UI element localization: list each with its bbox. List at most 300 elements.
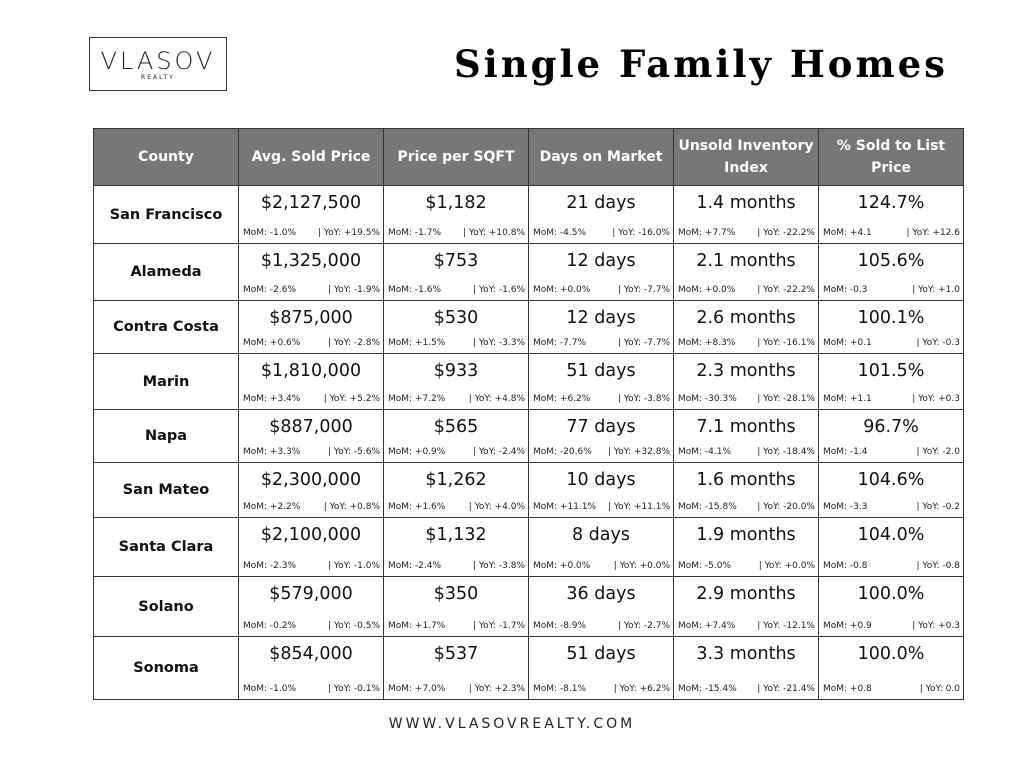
yoy-change: | YoY: +0.3 xyxy=(912,394,960,404)
mom-change: MoM: -5.0% xyxy=(678,561,732,571)
mom-change: MoM: -4.5% xyxy=(533,228,587,238)
metric-change-line xyxy=(384,446,528,462)
metric-cell-content xyxy=(674,463,818,517)
metric-value: $1,262 xyxy=(425,470,487,490)
logo-name: VLASOV xyxy=(100,47,216,75)
metric-change-line xyxy=(529,560,673,576)
metric-change-line xyxy=(239,227,383,243)
yoy-change: | YoY: +19.5% xyxy=(317,228,380,238)
mom-change: MoM: -0.8 xyxy=(823,561,868,571)
metric-cell-avg-sold-price xyxy=(239,577,384,637)
yoy-change: | YoY: -20.0% xyxy=(757,502,815,512)
metric-cell-unsold-inventory xyxy=(674,410,819,463)
county-name: Contra Costa xyxy=(94,301,239,354)
metric-value: 77 days xyxy=(566,417,636,437)
mom-change: MoM: +3.4% xyxy=(243,394,301,404)
metric-cell-price-per-sqft xyxy=(384,637,529,700)
mom-change: MoM: -8.9% xyxy=(533,621,587,631)
metric-value: 2.1 months xyxy=(696,251,796,271)
mom-change: MoM: +7.7% xyxy=(678,228,736,238)
logo xyxy=(89,37,227,91)
metric-change-line xyxy=(674,683,818,699)
metric-cell-content xyxy=(239,186,383,243)
metric-value: 104.0% xyxy=(857,525,925,545)
metric-cell-unsold-inventory xyxy=(674,637,819,700)
metric-cell-days-on-market xyxy=(529,244,674,301)
metric-cell-unsold-inventory xyxy=(674,518,819,577)
metric-cell-content xyxy=(819,410,963,462)
metric-cell-content xyxy=(674,518,818,576)
logo-subtitle: REALTY xyxy=(141,74,175,81)
metric-cell-content xyxy=(529,186,673,243)
metric-change-line xyxy=(819,620,963,636)
mom-change: MoM: +0.0% xyxy=(533,561,591,571)
yoy-change: | YoY: -7.7% xyxy=(617,285,670,295)
metric-value: $933 xyxy=(433,361,479,381)
metric-value: $350 xyxy=(433,584,479,604)
page-title: Single Family Homes xyxy=(453,42,948,86)
yoy-change: | YoY: -5.6% xyxy=(327,447,380,457)
table-body xyxy=(94,186,964,700)
yoy-change: | YoY: -1.0% xyxy=(327,561,380,571)
table-row xyxy=(94,186,964,244)
yoy-change: | YoY: +32.8% xyxy=(607,447,670,457)
county-name: San Francisco xyxy=(94,186,239,244)
metric-cell-price-per-sqft xyxy=(384,244,529,301)
metric-cell-price-per-sqft xyxy=(384,518,529,577)
header-days-on-market: Days on Market xyxy=(529,129,674,186)
metric-value: 3.3 months xyxy=(696,644,796,664)
metric-change-line xyxy=(529,501,673,517)
mom-change: MoM: +0.9% xyxy=(388,447,446,457)
metric-value: $1,132 xyxy=(425,525,487,545)
table-row xyxy=(94,301,964,354)
metric-value: 1.6 months xyxy=(696,470,796,490)
table-row xyxy=(94,518,964,577)
yoy-change: | YoY: -16.0% xyxy=(612,228,670,238)
metric-cell-unsold-inventory xyxy=(674,301,819,354)
metric-change-line xyxy=(239,683,383,699)
mom-change: MoM: +1.1 xyxy=(823,394,872,404)
metric-cell-content xyxy=(529,354,673,409)
metric-cell-content xyxy=(674,577,818,636)
mom-change: MoM: +0.0% xyxy=(678,285,736,295)
website-url: WWW.VLASOVREALTY.COM xyxy=(388,716,636,732)
yoy-change: | YoY: +4.0% xyxy=(468,502,525,512)
mom-change: MoM: +0.0% xyxy=(533,285,591,295)
metric-change-line xyxy=(674,501,818,517)
metric-change-line xyxy=(819,501,963,517)
metric-cell-content xyxy=(819,244,963,300)
metric-change-line xyxy=(239,284,383,300)
metric-cell-pct-sold-to-list xyxy=(819,518,964,577)
metric-cell-content xyxy=(674,410,818,462)
metric-cell-content xyxy=(819,637,963,699)
yoy-change: | YoY: +0.0% xyxy=(758,561,815,571)
metric-cell-content xyxy=(239,518,383,576)
yoy-change: | YoY: -2.8% xyxy=(327,338,380,348)
metric-change-line xyxy=(384,337,528,353)
metric-cell-content xyxy=(674,354,818,409)
yoy-change: | YoY: -0.1% xyxy=(327,684,380,694)
metric-cell-content xyxy=(384,410,528,462)
yoy-change: | YoY: +5.2% xyxy=(323,394,380,404)
metric-change-line xyxy=(384,620,528,636)
metric-value: $875,000 xyxy=(269,308,353,328)
mom-change: MoM: -2.6% xyxy=(243,285,297,295)
metric-cell-days-on-market xyxy=(529,577,674,637)
metric-change-line xyxy=(529,683,673,699)
metric-value: 2.9 months xyxy=(696,584,796,604)
metric-cell-content xyxy=(384,637,528,699)
metric-cell-content xyxy=(529,577,673,636)
metric-cell-content xyxy=(239,354,383,409)
yoy-change: | YoY: -28.1% xyxy=(757,394,815,404)
yoy-change: | YoY: -12.1% xyxy=(757,621,815,631)
metric-cell-unsold-inventory xyxy=(674,354,819,410)
mom-change: MoM: -15.4% xyxy=(678,684,737,694)
metric-cell-content xyxy=(384,244,528,300)
metric-cell-pct-sold-to-list xyxy=(819,186,964,244)
yoy-change: | YoY: -7.7% xyxy=(617,338,670,348)
metric-change-line xyxy=(674,227,818,243)
metric-change-line xyxy=(384,683,528,699)
header-unsold-inventory-index: Unsold Inventory Index xyxy=(674,129,819,186)
metric-value: $753 xyxy=(433,251,479,271)
metric-cell-content xyxy=(529,637,673,699)
table-row xyxy=(94,354,964,410)
mom-change: MoM: +2.2% xyxy=(243,502,301,512)
metric-cell-content xyxy=(384,463,528,517)
metric-change-line xyxy=(384,227,528,243)
metric-cell-content xyxy=(819,518,963,576)
yoy-change: | YoY: -0.8 xyxy=(916,561,960,571)
metric-value: $854,000 xyxy=(269,644,353,664)
metric-change-line xyxy=(819,337,963,353)
metric-change-line xyxy=(529,620,673,636)
metric-cell-content xyxy=(819,577,963,636)
yoy-change: | YoY: -0.5% xyxy=(327,621,380,631)
metric-cell-avg-sold-price xyxy=(239,301,384,354)
metric-cell-avg-sold-price xyxy=(239,186,384,244)
yoy-change: | YoY: +10.8% xyxy=(462,228,525,238)
mom-change: MoM: -15.8% xyxy=(678,502,737,512)
table-row xyxy=(94,244,964,301)
mom-change: MoM: +0.6% xyxy=(243,338,301,348)
metric-cell-unsold-inventory xyxy=(674,463,819,518)
metric-value: $537 xyxy=(433,644,479,664)
metric-cell-price-per-sqft xyxy=(384,463,529,518)
mom-change: MoM: -1.7% xyxy=(388,228,442,238)
metric-cell-content xyxy=(239,463,383,517)
metric-cell-content xyxy=(529,518,673,576)
metric-value: 36 days xyxy=(566,584,636,604)
yoy-change: | YoY: +6.2% xyxy=(613,684,670,694)
metric-value: $530 xyxy=(433,308,479,328)
metric-value: 105.6% xyxy=(857,251,925,271)
metric-cell-avg-sold-price xyxy=(239,637,384,700)
metric-change-line xyxy=(384,560,528,576)
metric-value: 2.6 months xyxy=(696,308,796,328)
metric-change-line xyxy=(674,620,818,636)
metric-cell-avg-sold-price xyxy=(239,410,384,463)
metric-change-line xyxy=(674,560,818,576)
metric-cell-content xyxy=(384,301,528,353)
metric-cell-avg-sold-price xyxy=(239,463,384,518)
metric-cell-content xyxy=(819,186,963,243)
metric-change-line xyxy=(674,446,818,462)
metric-cell-content xyxy=(529,463,673,517)
metric-change-line xyxy=(819,227,963,243)
metric-change-line xyxy=(384,393,528,409)
metric-value: $887,000 xyxy=(269,417,353,437)
metric-change-line xyxy=(819,683,963,699)
metric-cell-content xyxy=(239,244,383,300)
yoy-change: | YoY: -3.8% xyxy=(472,561,525,571)
metric-cell-content xyxy=(239,637,383,699)
metric-value: 7.1 months xyxy=(696,417,796,437)
table-row xyxy=(94,637,964,700)
yoy-change: | YoY: +4.8% xyxy=(468,394,525,404)
metric-cell-pct-sold-to-list xyxy=(819,577,964,637)
metric-cell-days-on-market xyxy=(529,518,674,577)
yoy-change: | YoY: +0.8% xyxy=(323,502,380,512)
metric-change-line xyxy=(529,337,673,353)
metric-cell-avg-sold-price xyxy=(239,518,384,577)
county-name: Alameda xyxy=(94,244,239,301)
metric-change-line xyxy=(819,284,963,300)
metric-value: 1.9 months xyxy=(696,525,796,545)
metric-change-line xyxy=(239,337,383,353)
metric-cell-content xyxy=(239,577,383,636)
metric-change-line xyxy=(674,337,818,353)
metric-cell-content xyxy=(674,637,818,699)
metric-value: 124.7% xyxy=(857,193,925,213)
metric-change-line xyxy=(674,284,818,300)
header-county: County xyxy=(94,129,239,186)
mom-change: MoM: -1.0% xyxy=(243,684,297,694)
yoy-change: | YoY: +11.1% xyxy=(607,502,670,512)
metric-value: 10 days xyxy=(566,470,636,490)
mom-change: MoM: -1.6% xyxy=(388,285,442,295)
yoy-change: | YoY: -3.3% xyxy=(472,338,525,348)
metric-cell-content xyxy=(674,186,818,243)
metric-value: 100.1% xyxy=(857,308,925,328)
metric-value: 2.3 months xyxy=(696,361,796,381)
county-name: Napa xyxy=(94,410,239,463)
metric-change-line xyxy=(529,227,673,243)
mom-change: MoM: +7.0% xyxy=(388,684,446,694)
yoy-change: | YoY: -22.2% xyxy=(757,228,815,238)
mom-change: MoM: +3.3% xyxy=(243,447,301,457)
yoy-change: | YoY: -18.4% xyxy=(757,447,815,457)
metric-value: 51 days xyxy=(566,644,636,664)
metric-value: $579,000 xyxy=(269,584,353,604)
mom-change: MoM: -4.1% xyxy=(678,447,732,457)
mom-change: MoM: -2.4% xyxy=(388,561,442,571)
metric-cell-content xyxy=(819,301,963,353)
yoy-change: | YoY: +0.0% xyxy=(613,561,670,571)
mom-change: MoM: +1.6% xyxy=(388,502,446,512)
header-pct-sold-to-list: % Sold to List Price xyxy=(819,129,964,186)
yoy-change: | YoY: -3.8% xyxy=(617,394,670,404)
yoy-change: | YoY: -2.7% xyxy=(617,621,670,631)
metric-cell-pct-sold-to-list xyxy=(819,301,964,354)
metric-cell-days-on-market xyxy=(529,463,674,518)
yoy-change: | YoY: -2.4% xyxy=(472,447,525,457)
yoy-change: | YoY: -0.2 xyxy=(916,502,960,512)
header-price-per-sqft: Price per SQFT xyxy=(384,129,529,186)
mom-change: MoM: -1.0% xyxy=(243,228,297,238)
county-name: Santa Clara xyxy=(94,518,239,577)
mom-change: MoM: -1.4 xyxy=(823,447,868,457)
yoy-change: | YoY: +2.3% xyxy=(468,684,525,694)
yoy-change: | YoY: +1.0 xyxy=(912,285,960,295)
metric-cell-unsold-inventory xyxy=(674,577,819,637)
metric-change-line xyxy=(529,393,673,409)
table-header-row xyxy=(94,129,964,186)
yoy-change: | YoY: -1.7% xyxy=(472,621,525,631)
metric-cell-content xyxy=(384,518,528,576)
metric-value: 12 days xyxy=(566,308,636,328)
yoy-change: | YoY: -22.2% xyxy=(757,285,815,295)
mom-change: MoM: -7.7% xyxy=(533,338,587,348)
metric-cell-pct-sold-to-list xyxy=(819,410,964,463)
metric-change-line xyxy=(529,284,673,300)
metric-cell-content xyxy=(239,301,383,353)
metric-value: $1,182 xyxy=(425,193,487,213)
mom-change: MoM: +7.4% xyxy=(678,621,736,631)
metric-cell-pct-sold-to-list xyxy=(819,463,964,518)
metric-change-line xyxy=(529,446,673,462)
metric-cell-price-per-sqft xyxy=(384,301,529,354)
metric-cell-price-per-sqft xyxy=(384,186,529,244)
metric-value: 96.7% xyxy=(863,417,919,437)
table-row xyxy=(94,463,964,518)
metric-cell-days-on-market xyxy=(529,410,674,463)
metric-cell-unsold-inventory xyxy=(674,244,819,301)
metric-value: 100.0% xyxy=(857,584,925,604)
metric-change-line xyxy=(819,446,963,462)
mom-change: MoM: -20.6% xyxy=(533,447,592,457)
metric-cell-content xyxy=(239,410,383,462)
metric-cell-content xyxy=(384,577,528,636)
yoy-change: | YoY: -2.0 xyxy=(916,447,960,457)
metric-cell-content xyxy=(384,354,528,409)
metric-cell-content xyxy=(819,463,963,517)
yoy-change: | YoY: -1.6% xyxy=(472,285,525,295)
metric-value: $1,325,000 xyxy=(260,251,362,271)
metric-change-line xyxy=(384,501,528,517)
metric-cell-avg-sold-price xyxy=(239,354,384,410)
metric-cell-days-on-market xyxy=(529,637,674,700)
metric-value: $2,127,500 xyxy=(260,193,362,213)
metric-value: 12 days xyxy=(566,251,636,271)
metric-cell-pct-sold-to-list xyxy=(819,354,964,410)
metric-value: 8 days xyxy=(571,525,630,545)
market-stats-table xyxy=(93,128,964,700)
metric-value: 1.4 months xyxy=(696,193,796,213)
table-row xyxy=(94,577,964,637)
metric-cell-content xyxy=(819,354,963,409)
metric-cell-unsold-inventory xyxy=(674,186,819,244)
metric-cell-pct-sold-to-list xyxy=(819,244,964,301)
metric-value: $2,300,000 xyxy=(260,470,362,490)
yoy-change: | YoY: -0.3 xyxy=(916,338,960,348)
table-row xyxy=(94,410,964,463)
mom-change: MoM: +6.2% xyxy=(533,394,591,404)
mom-change: MoM: +0.1 xyxy=(823,338,872,348)
metric-cell-content xyxy=(529,244,673,300)
yoy-change: | YoY: 0.0 xyxy=(919,684,960,694)
mom-change: MoM: -8.1% xyxy=(533,684,587,694)
metric-change-line xyxy=(239,501,383,517)
metric-value: 100.0% xyxy=(857,644,925,664)
metric-cell-content xyxy=(674,301,818,353)
metric-cell-content xyxy=(529,301,673,353)
metric-value: $2,100,000 xyxy=(260,525,362,545)
metric-cell-content xyxy=(384,186,528,243)
metric-value: 101.5% xyxy=(857,361,925,381)
metric-change-line xyxy=(674,393,818,409)
mom-change: MoM: +0.8 xyxy=(823,684,872,694)
metric-change-line xyxy=(239,446,383,462)
metric-value: $565 xyxy=(433,417,479,437)
county-name: San Mateo xyxy=(94,463,239,518)
metric-cell-price-per-sqft xyxy=(384,410,529,463)
mom-change: MoM: +11.1% xyxy=(533,502,597,512)
yoy-change: | YoY: -21.4% xyxy=(757,684,815,694)
mom-change: MoM: -2.3% xyxy=(243,561,297,571)
metric-value: $1,810,000 xyxy=(260,361,362,381)
metric-cell-content xyxy=(529,410,673,462)
metric-cell-content xyxy=(674,244,818,300)
metric-change-line xyxy=(384,284,528,300)
metric-cell-avg-sold-price xyxy=(239,244,384,301)
metric-value: 21 days xyxy=(566,193,636,213)
metric-change-line xyxy=(819,560,963,576)
county-name: Sonoma xyxy=(94,637,239,700)
metric-cell-days-on-market xyxy=(529,354,674,410)
yoy-change: | YoY: +0.3 xyxy=(912,621,960,631)
mom-change: MoM: +1.5% xyxy=(388,338,446,348)
mom-change: MoM: +8.3% xyxy=(678,338,736,348)
metric-change-line xyxy=(239,393,383,409)
metric-cell-days-on-market xyxy=(529,186,674,244)
mom-change: MoM: -3.3 xyxy=(823,502,868,512)
mom-change: MoM: +4.1 xyxy=(823,228,872,238)
metric-value: 51 days xyxy=(566,361,636,381)
metric-cell-price-per-sqft xyxy=(384,577,529,637)
mom-change: MoM: +1.7% xyxy=(388,621,446,631)
header-avg-sold-price: Avg. Sold Price xyxy=(239,129,384,186)
mom-change: MoM: +7.2% xyxy=(388,394,446,404)
metric-change-line xyxy=(819,393,963,409)
mom-change: MoM: +0.9 xyxy=(823,621,872,631)
mom-change: MoM: -30.3% xyxy=(678,394,737,404)
mom-change: MoM: -0.3 xyxy=(823,285,868,295)
metric-change-line xyxy=(239,620,383,636)
metric-value: 104.6% xyxy=(857,470,925,490)
yoy-change: | YoY: -1.9% xyxy=(327,285,380,295)
metric-change-line xyxy=(239,560,383,576)
metric-cell-days-on-market xyxy=(529,301,674,354)
yoy-change: | YoY: -16.1% xyxy=(757,338,815,348)
yoy-change: | YoY: +12.6 xyxy=(906,228,960,238)
mom-change: MoM: -0.2% xyxy=(243,621,297,631)
metric-cell-price-per-sqft xyxy=(384,354,529,410)
county-name: Solano xyxy=(94,577,239,637)
